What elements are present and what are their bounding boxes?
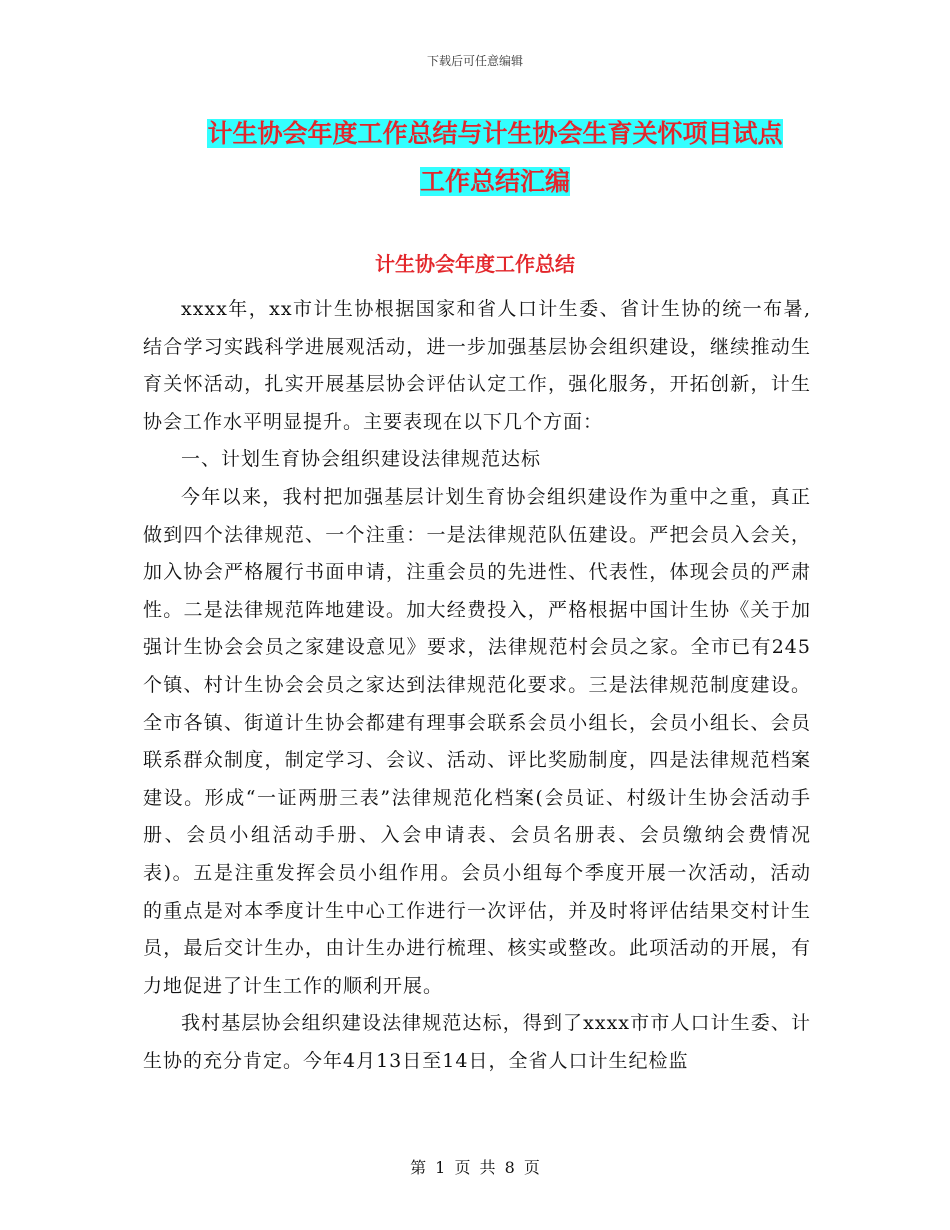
header-note: 下载后可任意编辑: [426, 54, 523, 68]
document-title-line-1: 计生协会年度工作总结与计生协会生育关怀项目试点: [207, 119, 783, 148]
section-title: 计生协会年度工作总结: [375, 252, 575, 276]
page-footer: 第 1 页 共 8 页: [410, 1158, 540, 1177]
paragraph-recognition: 我村基层协会组织建设法律规范达标，得到了xxxx市市人口计生委、计生协的充分肯定。今年4月13日至14日，全省人口计生纪检监: [143, 1012, 811, 1072]
paragraph-heading-1: 一、计划生育协会组织建设法律规范达标: [181, 448, 542, 471]
document-title: [175, 110, 815, 206]
document-title-line-2: 工作总结汇编: [419, 167, 570, 196]
paragraph-organization: 今年以来，我村把加强基层计划生育协会组织建设作为重中之重，真正做到四个法律规范、一个注重：一是法律规范队伍建设。严把会员入会关，加入协会严格履行书面申请，注重会员的先进性、代表性，体现会员的严肃性。二是法律规范阵地建设。加大经费投入，严格根据中国计生协《关于加强计生协会会员之家建设意见》要求，法律规范村会员之家。全市已有245个镇、村计生协会会员之家达到法律规范化要求。三是法律规范制度建设。全市各镇、街道计生协会都建有理事会联系会员小组长，会员小组长、会员联系群众制度，制定学习、会议、活动、评比奖励制度，四是法律规范档案建设。形成“一证两册三表”法律规范化档案(会员证、村级计生协会活动手册、会员小组活动手册、入会申请表、会员名册表、会员缴纳会费情况表)。五是注重发挥会员小组作用。会员小组每个季度开展一次活动，活动的重点是对本季度计生中心工作进行一次评估，并及时将评估结果交村计生员，最后交计生办，由计生办进行梳理、核实或整改。此项活动的开展，有力地促进了计生工作的顺利开展。: [143, 485, 811, 997]
body-text: [143, 291, 811, 1080]
paragraph-intro: xxxx年，xx市计生协根据国家和省人口计生委、省计生协的统一布暑,结合学习实践科学进展观活动，进一步加强基层协会组织建设，继续推动生育关怀活动，扎实开展基层协会评估认定工作，强化服务，开拓创新，计生协会工作水平明显提升。主要表现在以下几个方面：: [143, 298, 811, 433]
